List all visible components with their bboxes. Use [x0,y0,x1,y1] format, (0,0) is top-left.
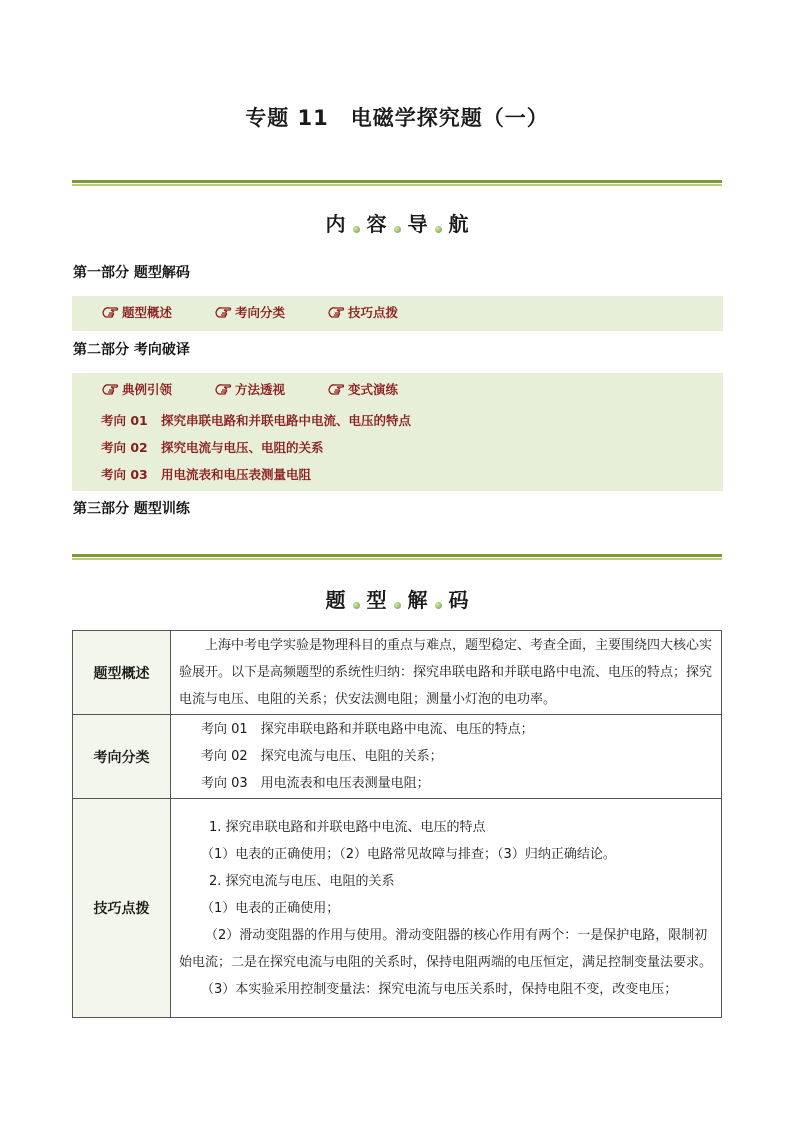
summary-table [72,630,722,1018]
pointing-hand-icon [215,305,232,319]
table-row [73,631,722,715]
top-divider [72,180,722,187]
document-title: 专题 11 电磁学探究题（一） [245,106,549,130]
nav-item-examples[interactable]: 典例引领 [102,380,215,398]
part1-label: 第一部分 题型解码 [73,265,190,281]
section-heading-char: 题 [325,588,346,612]
row-content-overview [171,631,722,715]
row-content-category [171,715,722,799]
toc-heading-char: 内 [325,212,346,236]
pointing-hand-icon [215,382,232,396]
dot-icon [435,226,442,233]
category-line: 考向 03 用电流表和电压表测量电阻； [201,776,430,791]
pointing-hand-icon [102,305,119,319]
tips-line: （2）滑动变阻器的作用与使用。滑动变阻器的核心作用有两个：一是保护电路，限制初始电流；二是在探究电流与电阻的关系时，保持电阻两端的电压恒定，满足控制变量法要求。 [179,927,713,970]
tips-line: 2. 探究电流与电压、电阻的关系 [209,873,395,889]
dot-icon [394,602,401,609]
toc-heading-char: 航 [448,212,469,236]
tips-line: 1. 探究串联电路和并联电路中电流、电压的特点 [209,819,486,835]
row-content-tips [171,799,722,1018]
pointing-hand-icon [328,382,345,396]
dot-icon [435,602,442,609]
toc-heading [0,208,794,237]
row-head-category: 考向分类 [73,715,171,799]
middle-divider [72,554,722,561]
nav-item-practice[interactable]: 变式演练 [328,380,398,398]
toc-heading-char: 容 [366,212,387,236]
pointing-hand-icon [102,382,119,396]
section-heading-char: 解 [407,588,428,612]
row-head-overview: 题型概述 [73,631,171,715]
nav-item-methods[interactable]: 方法透视 [215,380,328,398]
dot-icon [394,226,401,233]
category-line: 考向 01 探究串联电路和并联电路中电流、电压的特点； [201,722,534,737]
part3-label: 第三部分 题型训练 [73,501,190,517]
pointing-hand-icon [328,305,345,319]
part2-nav [102,380,398,398]
section-heading-char: 型 [366,588,387,612]
toc-heading-char: 导 [407,212,428,236]
direction-link-01[interactable]: 考向 01 探究串联电路和并联电路中电流、电压的特点 [101,413,412,428]
tips-line: （3）本实验采用控制变量法：探究电流与电压关系时，保持电阻不变，改变电压； [201,981,678,997]
direction-link-02[interactable]: 考向 02 探究电流与电压、电阻的关系 [101,440,324,455]
section-heading-char: 码 [448,588,469,612]
nav-item-overview[interactable]: 题型概述 [102,303,215,321]
overview-text: 上海中考电学实验是物理科目的重点与难点，题型稳定、考查全面，主要围绕四大核心实验展开。以下是高频题型的系统性归纳：探究串联电路和并联电路中电流、电压的特点；探究电流与电压、电阻的关系；伏安法测电阻；测量小灯泡的电功率。 [179,638,713,707]
part2-label: 第二部分 考向破译 [73,342,190,358]
tips-line: （1）电表的正确使用；（2）电路常见故障与排查；（3）归纳正确结论。 [201,846,616,862]
category-line: 考向 02 探究电流与电压、电阻的关系； [201,749,443,764]
dot-icon [353,226,360,233]
nav-item-category[interactable]: 考向分类 [215,303,328,321]
part1-nav [102,303,398,321]
table-row [73,715,722,799]
table-row [73,799,722,1018]
section-heading [0,584,794,613]
dot-icon [353,602,360,609]
tips-line: （1）电表的正确使用； [201,900,340,916]
row-head-tips: 技巧点拨 [73,799,171,1018]
direction-link-03[interactable]: 考向 03 用电流表和电压表测量电阻 [101,467,312,482]
nav-item-tips[interactable]: 技巧点拨 [328,303,398,321]
